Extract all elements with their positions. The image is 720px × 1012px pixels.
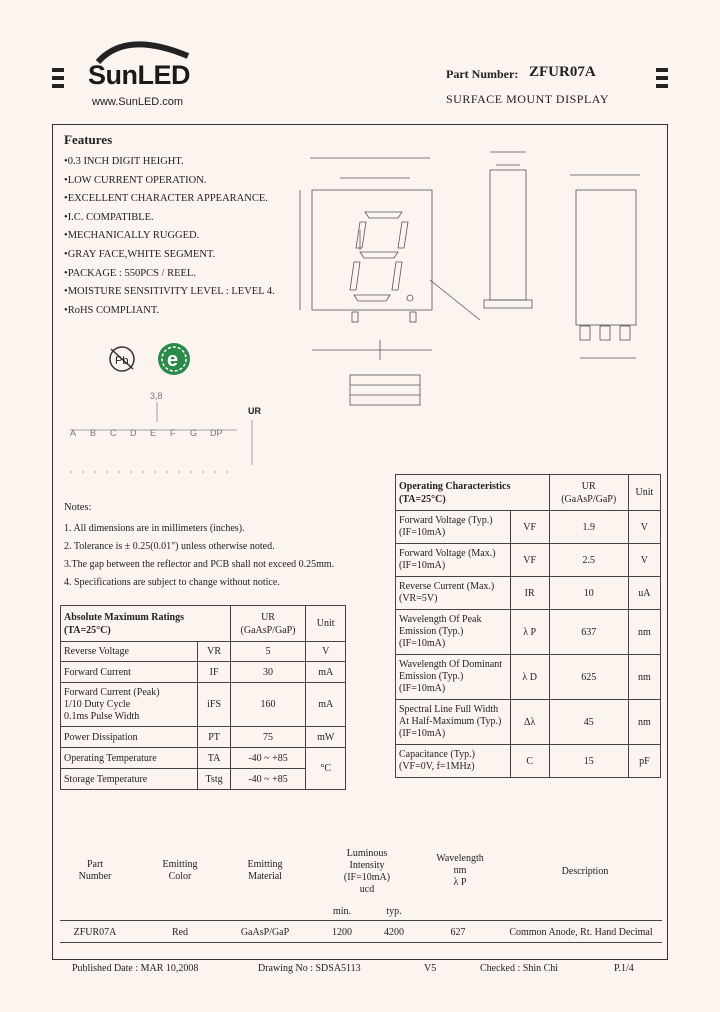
param-line: (VR=5V) xyxy=(399,593,438,604)
pb-text: Pb xyxy=(115,355,129,367)
part-number-cell: ZFUR07A xyxy=(73,927,117,938)
op-char-code-header xyxy=(549,475,628,511)
param-line: (IF=10mA) xyxy=(399,560,446,571)
value-cell: 75 xyxy=(230,727,306,748)
symbol-cell: IR xyxy=(510,577,549,610)
row-divider xyxy=(60,942,662,943)
abs-max-code-header xyxy=(230,606,306,642)
symbol-cell: VF xyxy=(510,511,549,544)
part-number-value: ZFUR07A xyxy=(529,64,596,80)
min-cell: 1200 xyxy=(332,927,352,938)
unit-cell: °C xyxy=(306,748,346,790)
op-char-unit-header: Unit xyxy=(628,475,660,511)
value-cell: 30 xyxy=(230,662,306,683)
feature-item: • LOW CURRENT OPERATION. xyxy=(64,172,275,191)
feature-item: • PACKAGE : 550PCS / REEL. xyxy=(64,265,275,284)
param-cell xyxy=(396,511,511,544)
svg-text:F: F xyxy=(170,428,176,438)
symbol-cell: TA xyxy=(198,748,230,769)
value-cell: -40 ~ +85 xyxy=(230,769,306,790)
table-row xyxy=(61,727,346,748)
description-cell: Common Anode, Rt. Hand Decimal xyxy=(509,927,653,938)
symbol-cell: IF xyxy=(198,662,230,683)
feature-item: • GRAY FACE,WHITE SEGMENT. xyxy=(64,246,275,265)
param-line: Forward Voltage (Typ.) xyxy=(399,515,493,526)
unit-cell: V xyxy=(306,642,346,662)
header-line: Intensity xyxy=(349,860,385,871)
part-number-header xyxy=(70,859,120,883)
rohs-text: e xyxy=(167,349,179,371)
abs-max-material: (GaAsP/GaP) xyxy=(240,624,296,636)
symbol-cell: PT xyxy=(198,727,230,748)
header-line: Emitting xyxy=(162,859,198,870)
symbol-cell: C xyxy=(510,745,549,778)
feature-item: • RoHS COMPLIANT. xyxy=(64,302,275,321)
abs-max-title: Absolute Maximum Ratings xyxy=(64,611,185,623)
package-outline-drawing xyxy=(290,130,660,475)
table-row xyxy=(396,577,661,610)
param-cell xyxy=(396,745,511,778)
param-line: (IF=10mA) xyxy=(399,527,446,538)
param-line: Capacitance (Typ.) xyxy=(399,749,475,760)
rohs-e-icon xyxy=(155,340,193,383)
version: V5 xyxy=(424,963,437,974)
circuit-code-label: UR xyxy=(248,406,261,416)
table-row xyxy=(396,544,661,577)
value-cell: 10 xyxy=(549,577,628,610)
abs-max-unit-header: Unit xyxy=(306,606,346,642)
param-line: Emission (Typ.) xyxy=(399,671,464,682)
right-bars-icon xyxy=(656,68,668,92)
unit-cell: V xyxy=(628,544,660,577)
wavelength-cell: 627 xyxy=(450,927,466,938)
abs-max-table xyxy=(60,605,346,790)
unit-cell: nm xyxy=(628,700,660,745)
param-line: At Half-Maximum (Typ.) xyxy=(399,716,502,727)
value-cell: 160 xyxy=(230,683,306,727)
param-line: (IF=10mA) xyxy=(399,638,446,649)
unit-cell: nm xyxy=(628,655,660,700)
param-cell: Operating Temperature xyxy=(61,748,198,769)
svg-text:B: B xyxy=(90,428,97,438)
unit-cell: nm xyxy=(628,610,660,655)
value-cell: 1.9 xyxy=(549,511,628,544)
features-list xyxy=(64,153,275,320)
material-cell: GaAsP/GaP xyxy=(240,927,290,938)
table-row xyxy=(396,700,661,745)
symbol-cell: VF xyxy=(510,544,549,577)
header-line: λ P xyxy=(453,877,467,888)
header-line: Material xyxy=(248,871,282,882)
table-row xyxy=(61,748,346,769)
table-row xyxy=(396,511,661,544)
note-item: 4. Specifications are subject to change without notice. xyxy=(64,577,280,588)
param-cell: Power Dissipation xyxy=(61,727,198,748)
op-char-condition: (TA=25°C) xyxy=(399,493,446,505)
unit-cell: mW xyxy=(306,727,346,748)
param-line: (VF=0V, f=1MHz) xyxy=(399,761,475,772)
header-line: Emitting xyxy=(247,859,283,870)
circuit-diagram xyxy=(62,390,272,490)
param-cell xyxy=(396,610,511,655)
table-row xyxy=(61,642,346,662)
param-cell xyxy=(61,683,198,727)
product-subtitle: SURFACE MOUNT DISPLAY xyxy=(446,92,609,106)
param-line: Wavelength Of Peak xyxy=(399,614,482,625)
svg-text:A: A xyxy=(70,428,77,438)
brand-name: SunLED xyxy=(88,60,190,90)
header-line: Number xyxy=(78,871,112,882)
param-cell xyxy=(396,655,511,700)
param-line: 0.1ms Pulse Width xyxy=(64,710,140,722)
value-cell: -40 ~ +85 xyxy=(230,748,306,769)
drawing-number: Drawing No : SDSA5113 xyxy=(258,963,361,974)
color-cell: Red xyxy=(171,927,189,938)
table-row xyxy=(61,662,346,683)
value-cell: 45 xyxy=(549,700,628,745)
page-number: P.1/4 xyxy=(614,963,634,974)
typ-header: typ. xyxy=(386,906,402,917)
table-row xyxy=(396,655,661,700)
header-line: Color xyxy=(168,871,192,882)
left-bars-icon xyxy=(52,68,64,92)
param-cell xyxy=(396,700,511,745)
param-line: Emission (Typ.) xyxy=(399,626,464,637)
header-divider xyxy=(60,920,662,921)
param-line: Forward Voltage (Max.) xyxy=(399,548,496,559)
value-cell: 15 xyxy=(549,745,628,778)
abs-max-header xyxy=(61,606,231,642)
param-cell: Reverse Voltage xyxy=(61,642,198,662)
part-number-label: Part Number: xyxy=(446,67,519,81)
param-cell: Forward Current xyxy=(61,662,198,683)
param-cell xyxy=(396,577,511,610)
header-line: Part xyxy=(86,859,104,870)
param-line: Wavelength Of Dominant xyxy=(399,659,503,670)
symbol-cell: λ D xyxy=(510,655,549,700)
description-header: Description xyxy=(561,866,609,877)
value-cell: 5 xyxy=(230,642,306,662)
header-line: ucd xyxy=(359,884,375,895)
wavelength-header xyxy=(425,853,495,889)
param-cell: Storage Temperature xyxy=(61,769,198,790)
unit-cell: V xyxy=(628,511,660,544)
note-item: 2. Tolerance is ± 0.25(0.01") unless otherwise noted. xyxy=(64,541,275,552)
symbol-cell: VR xyxy=(198,642,230,662)
svg-text:C: C xyxy=(110,428,117,438)
feature-item: • MOISTURE SENSITIVITY LEVEL : LEVEL 4. xyxy=(64,283,275,302)
symbol-cell: λ P xyxy=(510,610,549,655)
notes-list xyxy=(64,520,334,592)
header-line: (IF=10mA) xyxy=(343,872,391,883)
note-item: 1. All dimensions are in millimeters (inches). xyxy=(64,523,245,534)
notes-title: Notes: xyxy=(64,502,92,513)
feature-item: • EXCELLENT CHARACTER APPEARANCE. xyxy=(64,190,275,209)
brand-url[interactable]: www.SunLED.com xyxy=(92,96,184,108)
value-cell: 2.5 xyxy=(549,544,628,577)
op-char-header xyxy=(396,475,550,511)
feature-item: • 0.3 INCH DIGIT HEIGHT. xyxy=(64,153,275,172)
unit-cell: pF xyxy=(628,745,660,778)
table-row xyxy=(396,610,661,655)
param-line: Forward Current (Peak) xyxy=(64,686,160,698)
typ-cell: 4200 xyxy=(384,927,404,938)
symbol-cell: iFS xyxy=(198,683,230,727)
header-line: nm xyxy=(453,865,467,876)
symbol-cell: Δλ xyxy=(510,700,549,745)
feature-item: • I.C. COMPATIBLE. xyxy=(64,209,275,228)
table-row xyxy=(396,745,661,778)
unit-cell: mA xyxy=(306,683,346,727)
value-cell: 625 xyxy=(549,655,628,700)
param-line: Spectral Line Full Width xyxy=(399,704,499,715)
header-line: Luminous xyxy=(346,848,388,859)
op-char-title: Operating Characteristics xyxy=(399,480,511,492)
note-item: 3.The gap between the reflector and PCB shall not exceed 0.25mm. xyxy=(64,559,335,570)
emitting-color-header xyxy=(150,859,210,883)
op-char-table xyxy=(395,474,661,778)
param-cell xyxy=(396,544,511,577)
header-line: Wavelength xyxy=(436,853,484,864)
published-date: Published Date : MAR 10,2008 xyxy=(72,963,199,974)
svg-text:E: E xyxy=(150,428,157,438)
unit-cell: uA xyxy=(628,577,660,610)
op-char-code: UR xyxy=(581,480,596,492)
common-pin-label: 3,8 xyxy=(150,391,163,401)
param-line: (IF=10mA) xyxy=(399,728,446,739)
op-char-material: (GaAsP/GaP) xyxy=(561,493,617,505)
abs-max-condition: (TA=25°C) xyxy=(64,624,111,636)
checked-by: Checked : Shin Chi xyxy=(480,963,559,974)
param-line: 1/10 Duty Cycle xyxy=(64,698,131,710)
unit-cell: mA xyxy=(306,662,346,683)
features-title: Features xyxy=(64,132,113,147)
param-line: (IF=10mA) xyxy=(399,683,446,694)
min-header: min. xyxy=(332,906,352,917)
svg-text:DP: DP xyxy=(210,428,223,438)
emitting-material-header xyxy=(235,859,295,883)
param-line: Reverse Current (Max.) xyxy=(399,581,495,592)
svg-text:G: G xyxy=(190,428,198,438)
luminous-intensity-header xyxy=(332,848,402,896)
feature-item: • MECHANICALLY RUGGED. xyxy=(64,227,275,246)
symbol-cell: Tstg xyxy=(198,769,230,790)
table-row xyxy=(61,683,346,727)
abs-max-code: UR xyxy=(261,611,275,623)
table-row xyxy=(61,769,346,790)
pb-free-icon xyxy=(105,344,139,379)
value-cell: 637 xyxy=(549,610,628,655)
svg-text:D: D xyxy=(130,428,137,438)
